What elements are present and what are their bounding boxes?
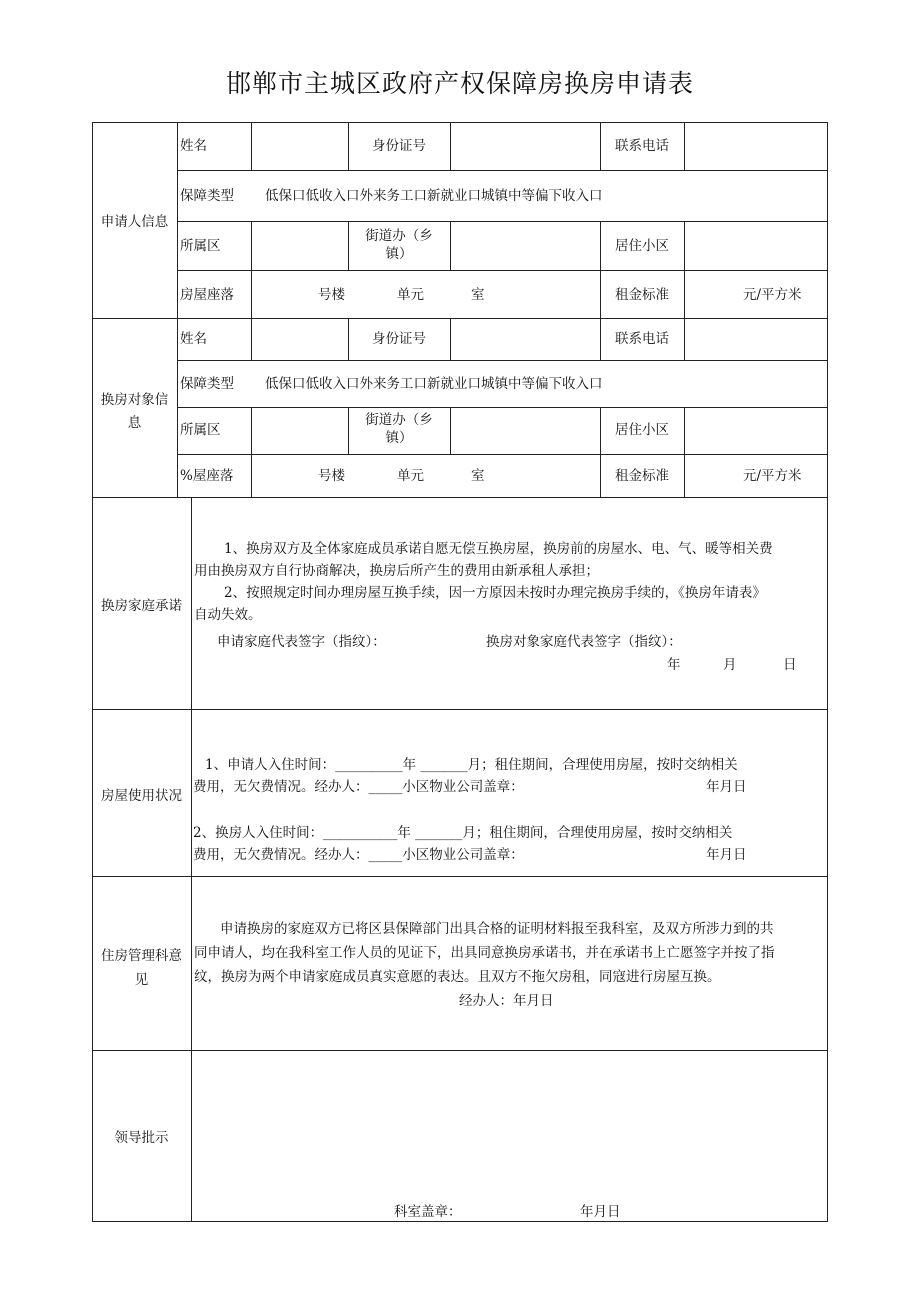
- target-section-label-line: 息: [127, 415, 142, 431]
- table-divider: [450, 407, 451, 454]
- applicant-district-label: 所属区: [180, 238, 221, 254]
- target-name-label: 姓名: [180, 331, 207, 347]
- target-rent-label: 租金标准: [615, 468, 669, 484]
- applicant-phone-label: 联系电话: [615, 138, 669, 154]
- management-opinion-text: [194, 917, 775, 989]
- table-divider: [92, 876, 828, 877]
- applicant-room-label: 室: [471, 287, 485, 303]
- table-divider: [450, 122, 451, 170]
- target-section-label: [92, 389, 177, 435]
- management-line: 申请换房的家庭双方已将区县保障部门出具合格的证明材料报至我科室，及双方所涉力到的共: [220, 921, 774, 937]
- commitment-day: 日: [783, 657, 797, 673]
- usage-date-1: 年月日: [706, 779, 747, 795]
- applicant-section-label: 申请人信息: [100, 214, 169, 230]
- applicant-type-options: 低保口低收入口外来务工口新就业口城镇中等偏下收入口: [265, 188, 603, 204]
- applicant-type-label: 保障类型: [180, 188, 234, 204]
- applicant-community-label: 居住小区: [615, 238, 669, 254]
- table-divider: [684, 221, 685, 318]
- target-building-label: 号楼: [318, 468, 345, 484]
- target-rent-unit: 元/平方米: [743, 468, 802, 484]
- applicant-building-label: 号楼: [318, 287, 345, 303]
- department-seal-label: 科室盖章：: [394, 1204, 462, 1220]
- table-divider: [450, 318, 451, 360]
- usage-section-label: 房屋使用状况: [101, 788, 182, 804]
- table-divider: [251, 122, 252, 170]
- street-label-line: 街道办（乡: [365, 228, 433, 244]
- target-house-label: %屋座落: [180, 468, 234, 484]
- target-room-label: 室: [471, 468, 485, 484]
- table-divider: [177, 170, 828, 171]
- leader-date: 年月日: [580, 1204, 621, 1220]
- table-divider: [251, 407, 252, 497]
- table-divider: [251, 221, 252, 318]
- usage-text-1: [193, 754, 738, 798]
- table-divider: [191, 497, 192, 1222]
- usage-text-2: [193, 822, 732, 866]
- management-line: 同申请人，均在我科室工作人员的见证下，出具同意换房承诺书，并在承诺书上亡愿签字并按了指: [194, 945, 775, 961]
- target-community-label: 居住小区: [615, 422, 669, 438]
- table-divider: [177, 122, 178, 497]
- applicant-rent-label: 租金标准: [615, 287, 669, 303]
- commitment-section-label: 换房家庭承诺: [101, 598, 182, 614]
- commitment-text: [194, 538, 828, 626]
- street-label-line: 镇）: [385, 246, 413, 262]
- table-divider: [251, 318, 252, 360]
- target-type-label: 保障类型: [180, 376, 234, 392]
- target-section-label-line: 换房对象信: [100, 392, 169, 408]
- commitment-month: 月: [723, 657, 737, 673]
- applicant-name-label: 姓名: [180, 138, 207, 154]
- leader-section-label: 领导批示: [114, 1130, 169, 1146]
- street-label-line: 街道办（乡: [365, 412, 433, 428]
- table-divider: [92, 1050, 828, 1051]
- applicant-street-label: [348, 227, 450, 263]
- usage-line: 2、换房人入住时间：___________年 _______月；租住期间，合理使用房屋，按时交纳相关: [193, 825, 733, 841]
- applicant-signature-label: 申请家庭代表签字（指纹）：: [217, 634, 386, 650]
- table-divider: [92, 318, 828, 319]
- target-district-label: 所属区: [180, 422, 221, 438]
- target-street-label: [348, 411, 450, 447]
- usage-date-2: 年月日: [706, 847, 747, 863]
- table-divider: [450, 221, 451, 270]
- management-section-label: [92, 944, 191, 992]
- target-phone-label: 联系电话: [615, 331, 669, 347]
- street-label-line: 镇）: [385, 430, 413, 446]
- target-type-options: 低保口低收入口外来务工口新就业口城镇中等偏下收入口: [265, 376, 603, 392]
- applicant-unit-label: 单元: [397, 287, 424, 303]
- usage-line: 费用，无欠费情况。经办人：_____小区物业公司盖章：: [193, 779, 524, 795]
- table-divider: [177, 407, 828, 408]
- commitment-line: 用由换房双方自行协商解决，换房后所产生的费用由新承租人承担；: [194, 563, 599, 579]
- target-unit-label: 单元: [397, 468, 424, 484]
- table-divider: [684, 407, 685, 497]
- table-divider: [177, 270, 828, 271]
- management-handler: 经办人：年月日: [459, 993, 554, 1009]
- target-id-label: 身份证号: [372, 331, 426, 347]
- table-divider: [177, 454, 828, 455]
- commitment-line: 1、换房双方及全体家庭成员承诺自愿无偿互换房屋，换房前的房屋水、电、气、暖等相关费: [224, 541, 773, 557]
- commitment-line: 2、按照规定时间办理房屋互换手续，因一方原因未按时办理完换房手续的，《换房年请表》: [224, 585, 766, 601]
- table-divider: [684, 318, 685, 360]
- usage-line: 费用，无欠费情况。经办人：_____小区物业公司盖章：: [193, 847, 524, 863]
- commitment-year: 年: [667, 657, 681, 673]
- applicant-house-label: 房屋座落: [180, 287, 234, 303]
- management-line: 纹，换房为两个申请家庭成员真实意愿的表达。且双方不拖欠房租，同寇进行房屋互换。: [194, 969, 721, 985]
- table-divider: [92, 709, 828, 710]
- applicant-id-label: 身份证号: [372, 138, 426, 154]
- usage-line: 1、申请人入住时间：__________年 _______月；租住期间，合理使用房屋，按时交纳相关: [205, 757, 738, 773]
- table-divider: [684, 122, 685, 170]
- commitment-line: 自动失效。: [194, 607, 262, 623]
- table-divider: [92, 497, 828, 498]
- table-divider: [177, 360, 828, 361]
- target-signature-label: 换房对象家庭代表签字（指纹）：: [486, 634, 682, 650]
- management-section-label-line: 住房管理科意: [101, 948, 182, 964]
- form-title: 邯郸市主城区政府产权保障房换房申请表: [225, 69, 694, 98]
- applicant-rent-unit: 元/平方米: [743, 287, 802, 303]
- management-section-label-line: 见: [134, 972, 149, 988]
- table-divider: [177, 221, 828, 222]
